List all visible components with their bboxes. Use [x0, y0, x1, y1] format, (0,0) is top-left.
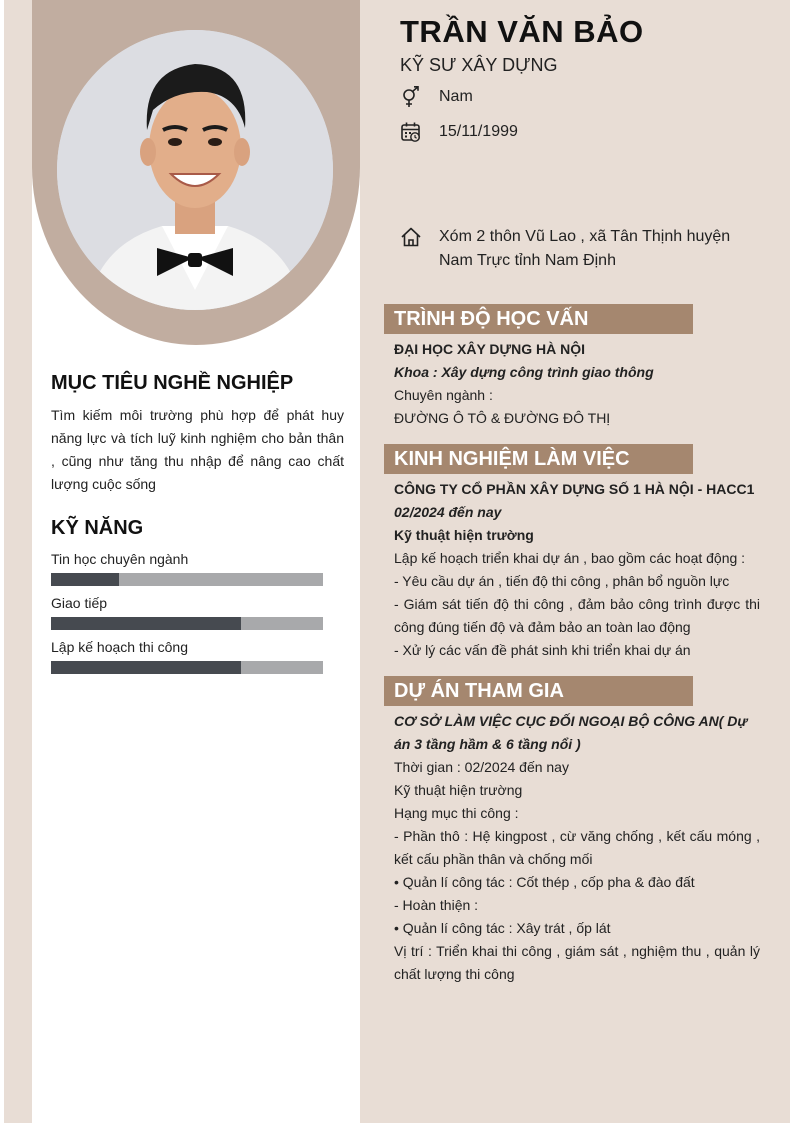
project-line: • Quản lí công tác : Xây trát , ốp lát — [394, 920, 611, 936]
skill-name: Lập kế hoạch thi công — [51, 639, 188, 655]
company-name: CÔNG TY CỔ PHẦN XÂY DỰNG SỐ 1 HÀ NỘI - HACC1 — [394, 481, 755, 497]
project-line: • Quản lí công tác : Cốt thép , cốp pha & đào đất — [394, 874, 695, 890]
experience-line: - Giám sát tiến độ thi công , đảm bảo công trình được thi công đúng tiến độ và đảm bảo an toàn lao động — [394, 596, 760, 635]
experience-title: KINH NGHIỆM LÀM VIỆC — [384, 444, 693, 474]
project-name: CƠ SỞ LÀM VIỆC CỤC ĐỐI NGOẠI BỘ CÔNG AN( Dự án 3 tầng hầm & 6 tầng nổi ) — [394, 713, 748, 752]
project-line: - Hoàn thiện : — [394, 897, 479, 913]
faculty: Khoa : Xây dựng công trình giao thông — [394, 364, 654, 380]
experience-role: Kỹ thuật hiện trường — [394, 527, 534, 543]
calendar-icon — [400, 120, 428, 144]
avatar — [57, 30, 333, 310]
experience-period: 02/2024 đến nay — [394, 504, 502, 520]
skill-bar-fill — [51, 573, 119, 586]
projects-block — [394, 710, 760, 986]
left-column — [32, 0, 360, 1123]
education-title: TRÌNH ĐỘ HỌC VẤN — [384, 304, 693, 334]
birthdate-value: 15/11/1999 — [439, 123, 518, 140]
objective-text: Tìm kiếm môi trường phù hợp để phát huy năng lực và tích luỹ kinh nghiệm cho bản thân , cũng như tăng thu nhập để nâng cao chất lượng cuộc sống — [51, 407, 344, 492]
major-label: Chuyên ngành : — [394, 387, 493, 403]
gender-icon — [400, 85, 428, 109]
skill-bar — [51, 573, 323, 586]
school-name: ĐẠI HỌC XÂY DỰNG HÀ NỘI — [394, 341, 586, 357]
experience-line: Lập kế hoạch triển khai dự án , bao gồm các hoạt động : — [394, 550, 746, 566]
gender-row — [400, 85, 473, 109]
project-line: Thời gian : 02/2024 đến nay — [394, 759, 569, 775]
skill-bar — [51, 661, 323, 674]
skill-bar-fill — [51, 617, 241, 630]
skill-item — [51, 595, 323, 630]
job-title: KỸ SƯ XÂY DỰNG — [400, 55, 558, 75]
major: ĐƯỜNG Ô TÔ & ĐƯỜNG ĐÔ THỊ — [394, 410, 611, 426]
experience-line: - Yêu cầu dự án , tiến độ thi công , phân bổ nguồn lực — [394, 573, 730, 589]
skill-bar-fill — [51, 661, 241, 674]
skills-title: KỸ NĂNG — [51, 517, 144, 539]
home-icon — [400, 225, 428, 249]
resume-page — [4, 0, 790, 1123]
gender-value: Nam — [439, 88, 473, 105]
address-row — [400, 225, 762, 273]
skill-name: Giao tiếp — [51, 595, 108, 611]
address-value: Xóm 2 thôn Vũ Lao , xã Tân Thịnh huyện Nam Trực tỉnh Nam Định — [439, 228, 731, 269]
avatar-illustration — [57, 30, 333, 310]
project-line: Vị trí : Triển khai thi công , giám sát , nghiệm thu , quản lý chất lượng thi công — [394, 943, 760, 982]
project-line: Kỹ thuật hiện trường — [394, 782, 523, 798]
project-line: - Phần thô : Hệ kingpost , cừ văng chống , kết cấu móng , kết cấu phần thân và chống mối — [394, 828, 760, 867]
projects-title: DỰ ÁN THAM GIA — [384, 676, 693, 706]
skill-name: Tin học chuyên ngành — [51, 551, 189, 567]
project-line: Hạng mục thi công : — [394, 805, 519, 821]
objective-title: MỤC TIÊU NGHỀ NGHIỆP — [51, 372, 294, 394]
birthdate-row — [400, 120, 518, 144]
experience-line: - Xử lý các vấn đề phát sinh khi triển khai dự án — [394, 642, 691, 658]
skill-bar — [51, 617, 323, 630]
photo-frame — [32, 0, 360, 345]
skill-item — [51, 551, 323, 586]
education-block — [394, 338, 760, 430]
candidate-name: TRẦN VĂN BẢO — [400, 14, 644, 49]
skill-item — [51, 639, 323, 674]
experience-block — [394, 478, 760, 662]
